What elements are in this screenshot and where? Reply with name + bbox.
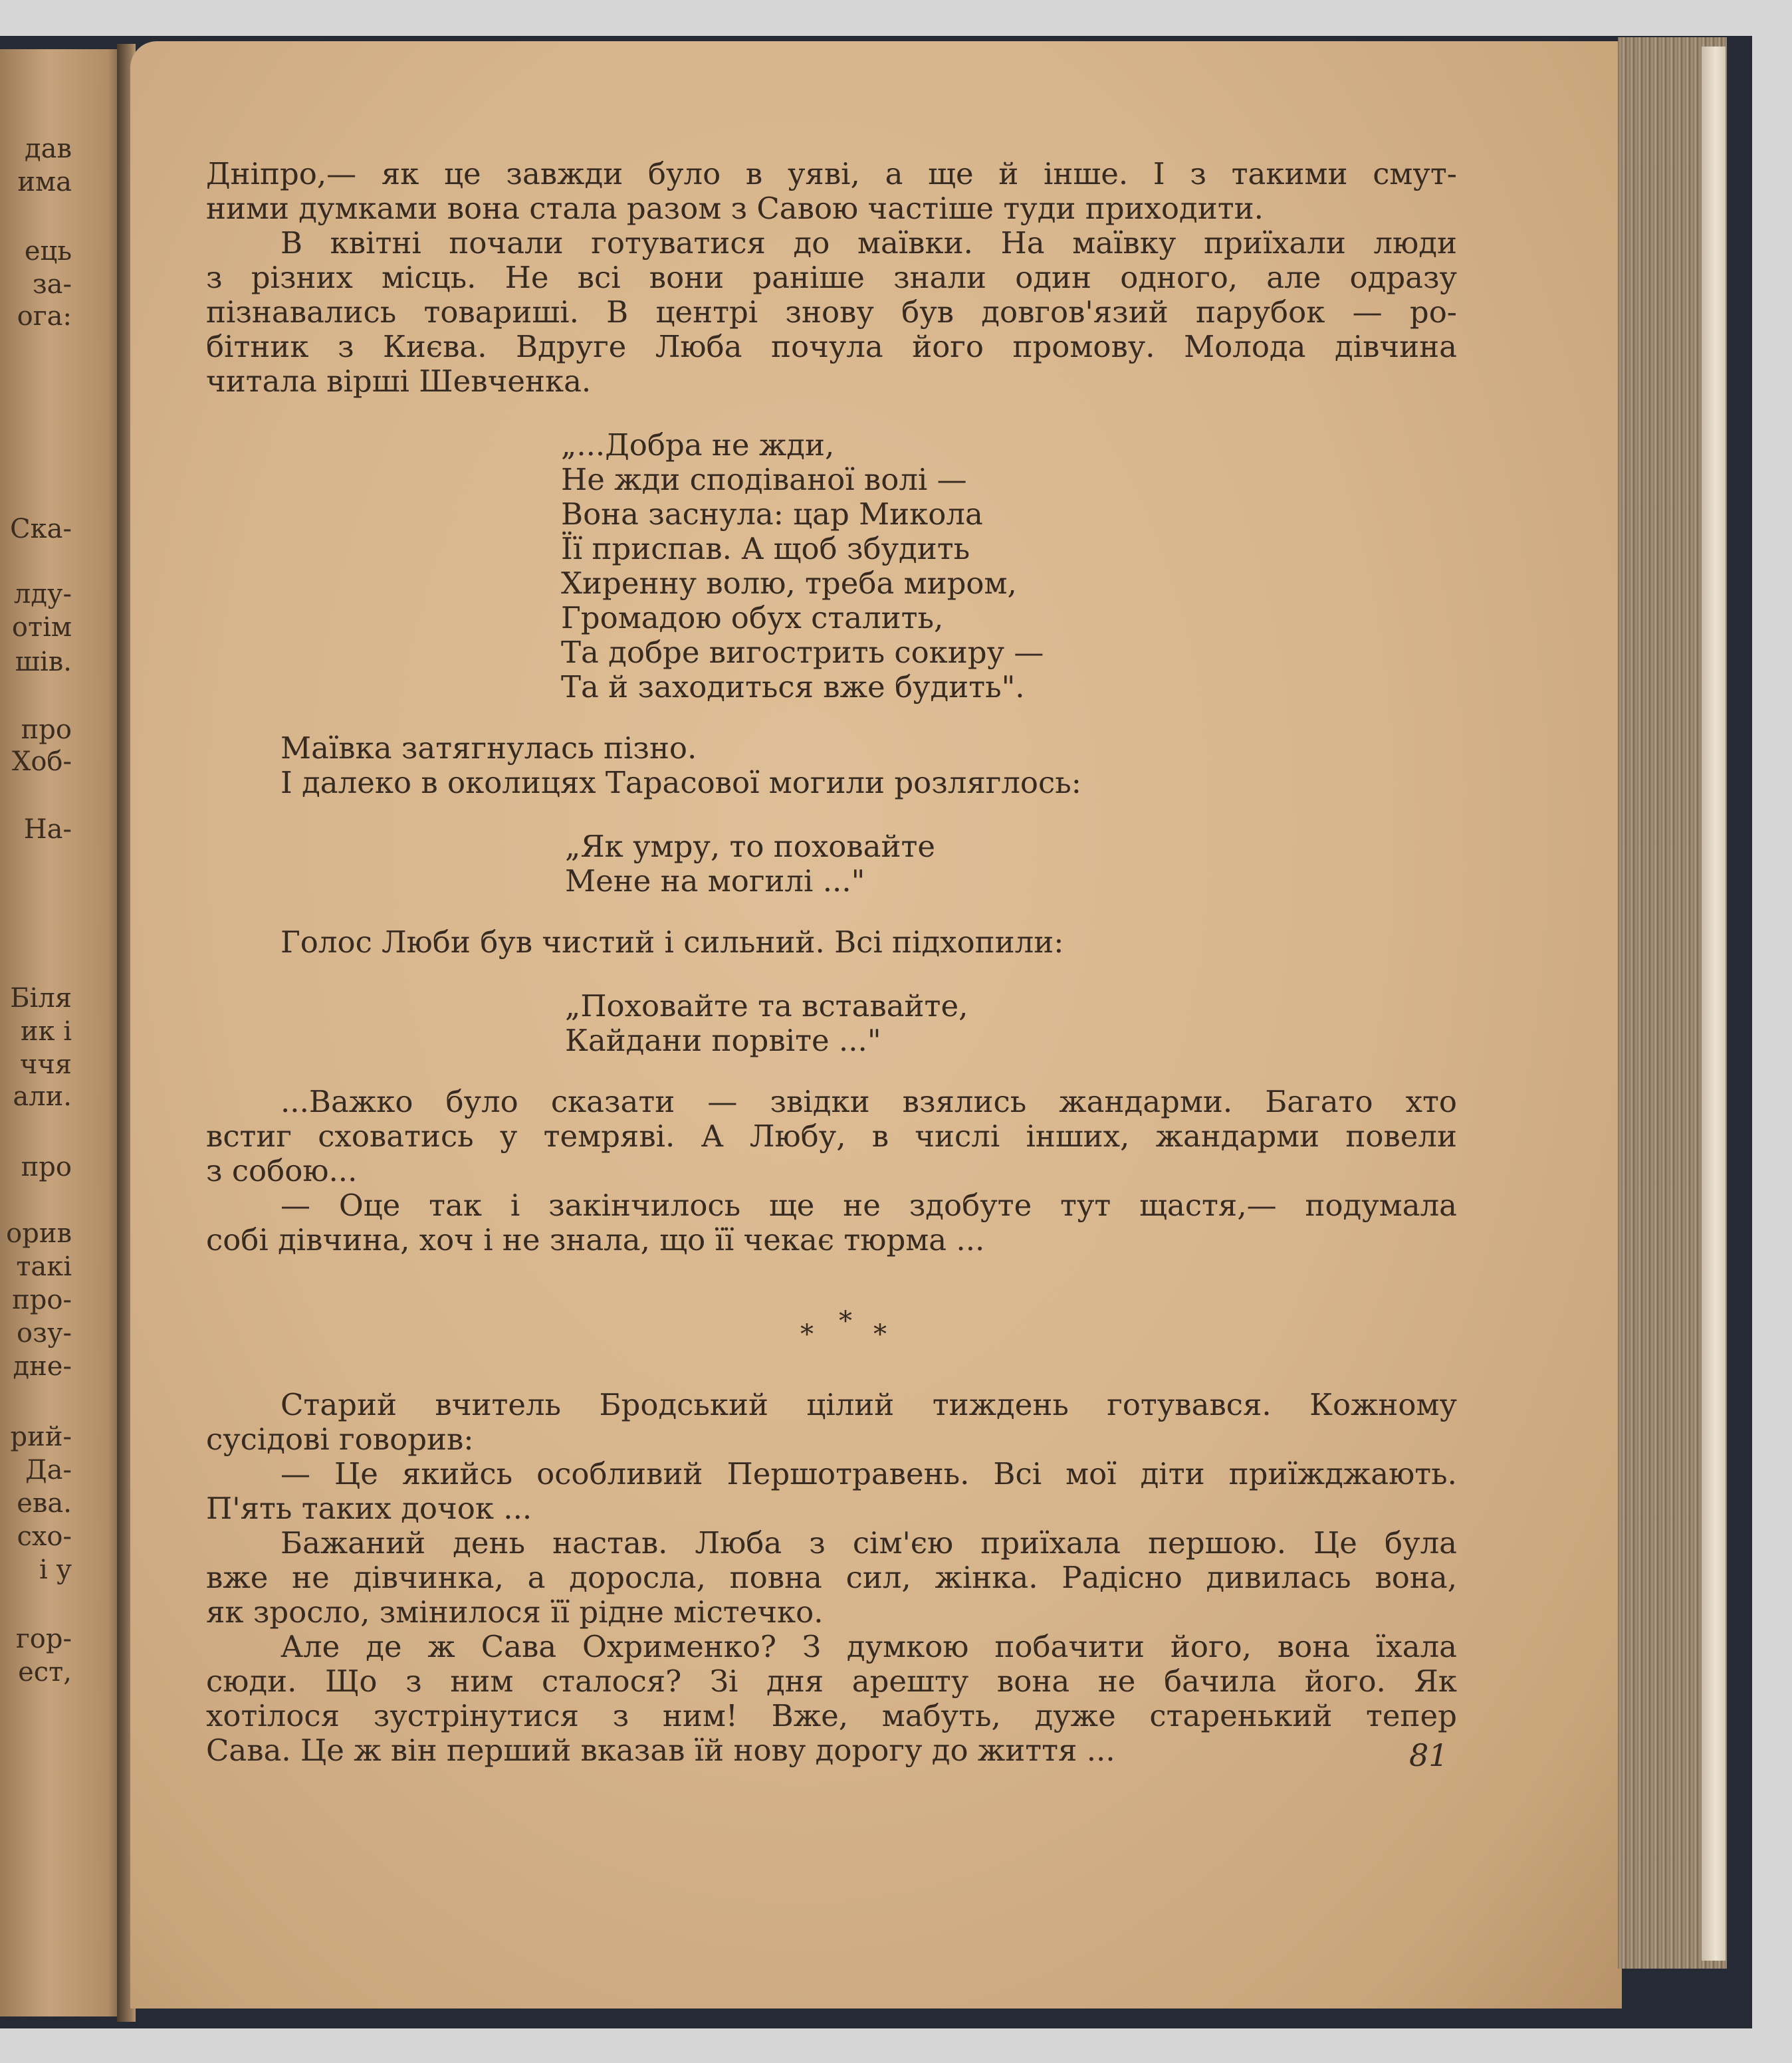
poem-line: Її приспав. А щоб збудить — [561, 531, 970, 566]
text-line: бітник з Києва. Вдруге Люба почула його промову. Молода дівчина — [206, 329, 1457, 364]
left-page-fragment: озу- — [17, 1318, 72, 1349]
text-line: читала вірші Шевченка. — [206, 364, 592, 399]
left-page-fragment: рий- — [10, 1422, 72, 1452]
left-page-fragment: про — [21, 714, 72, 745]
text-line: ...Важко було сказати — звідки взялись жандарми. Багато хто — [280, 1084, 1457, 1119]
left-page-fragment: шів. — [15, 647, 72, 677]
left-page-fragment: ець — [24, 236, 72, 267]
left-page-fragment: і у — [39, 1555, 72, 1585]
text-line: Дніпро,— як це завжди було в уяві, а ще й інше. І з такими смут- — [206, 156, 1457, 191]
poem-line: „Як умру, то поховайте — [565, 829, 935, 864]
paragraphs-top — [206, 157, 1457, 399]
left-page-fragment: схо- — [17, 1521, 72, 1552]
section-asterism — [206, 1284, 1457, 1362]
text-line: пізнавались товариші. В центрі знову був довгов'язий парубок — ро- — [206, 294, 1457, 330]
text-line: собі дівчина, хоч і не знала, що її чекає тюрма ... — [206, 1222, 985, 1257]
left-page-fragment: про- — [12, 1285, 72, 1315]
page-edge-highlight — [1702, 47, 1726, 1961]
text-lines-1 — [206, 731, 1457, 800]
left-page-fragment: лду- — [13, 579, 72, 609]
asterisk: * — [839, 1306, 852, 1337]
left-page-fragment: ест, — [18, 1657, 72, 1687]
poem-line: Вона заснула: цар Микола — [561, 496, 983, 532]
left-page-fragment: ога: — [17, 301, 72, 332]
text-line: з різних місць. Не всі вони раніше знали один одного, але одразу — [206, 260, 1457, 295]
left-page-fragment: дне- — [13, 1351, 72, 1382]
poem-line: Та й заходиться вже будить". — [561, 669, 1025, 705]
left-page-fragment: дав — [25, 134, 72, 164]
poem-1 — [561, 428, 1457, 705]
left-page-fragment: ева. — [17, 1488, 72, 1519]
left-page-fragment: ик і — [20, 1016, 72, 1047]
poem-2 — [565, 829, 1457, 899]
text-line: Але де ж Сава Охрименко? З думкою побачити його, вона їхала — [280, 1629, 1457, 1664]
poem-line: Та добре вигострить сокиру — — [561, 635, 1044, 670]
left-page-fragment: отім — [11, 612, 72, 643]
left-page-fragment: орив — [6, 1218, 72, 1249]
text-line: Старий вчитель Бродський цілий тиждень готувався. Кожному — [280, 1387, 1457, 1422]
text-line: з собою... — [206, 1153, 358, 1188]
left-page-fragment: про — [21, 1152, 72, 1182]
text-line: П'ять таких дочок ... — [206, 1491, 532, 1526]
left-page-edge — [0, 49, 122, 2016]
poem-line: Мене на могилі ..." — [565, 863, 865, 899]
text-line: Бажаний день настав. Люба з сім'єю приїхала першою. Це була — [280, 1525, 1457, 1561]
left-page-fragment: На- — [23, 814, 72, 845]
text-line: Сава. Це ж він перший вказав їй нову дорогу до життя ... — [206, 1733, 1115, 1768]
poem-line: Громадою обух сталить, — [561, 600, 944, 635]
text-line: — Це якийсь особливий Першотравень. Всі мої діти приїжджають. — [280, 1456, 1457, 1491]
left-page-fragment: ччя — [19, 1049, 72, 1080]
text-line: ними думками вона стала разом з Савою частіше туди приходити. — [206, 191, 1264, 226]
text-lines-2 — [206, 925, 1457, 960]
paragraphs-mid — [206, 1085, 1457, 1257]
left-page-fragment: Да- — [25, 1455, 72, 1485]
text-line: Голос Люби був чистий і сильний. Всі підхопили: — [280, 924, 1064, 960]
poem-line: „Поховайте та вставайте, — [565, 988, 968, 1024]
left-page-fragment: али. — [13, 1081, 72, 1112]
text-line: встиг сховатись у темряві. А Любу, в числі інших, жандарми повели — [206, 1119, 1457, 1154]
text-line: як зросло, змінилося її рідне містечко. — [206, 1594, 824, 1630]
poem-3 — [565, 989, 1457, 1058]
poem-line: Кайдани порвіте ..." — [565, 1023, 881, 1058]
left-page-fragment: Біля — [10, 983, 72, 1014]
text-line: хотілося зустрінутися з ним! Вже, мабуть, дуже старенький тепер — [206, 1698, 1457, 1733]
left-page-fragment: има — [17, 167, 72, 197]
poem-line: Не жди сподіваної волі — — [561, 462, 967, 497]
left-page-fragment: Ска- — [10, 514, 72, 544]
page-number: 81 — [1409, 1737, 1448, 1773]
paragraphs-bottom — [206, 1388, 1457, 1768]
text-line: Маївка затягнулась пізно. — [280, 730, 697, 766]
left-page-fragment: гор- — [15, 1624, 72, 1654]
left-page-fragment: такі — [16, 1251, 72, 1282]
page-text — [206, 157, 1457, 1768]
asterisk: * — [873, 1319, 887, 1350]
left-page-fragment: за- — [32, 269, 72, 300]
poem-line: „...Добра не жди, — [561, 427, 835, 463]
text-line: І далеко в околицях Тарасової могили розляглось: — [280, 765, 1081, 800]
asterisk: * — [800, 1319, 814, 1350]
text-line: В квітні почали готуватися до маївки. На маївку приїхали люди — [280, 225, 1457, 261]
text-line: сюди. Що з ним сталося? Зі дня арешту вона не бачила його. Як — [206, 1664, 1457, 1699]
poem-line: Хиренну волю, треба миром, — [561, 566, 1017, 601]
text-line: вже не дівчинка, а доросла, повна сил, жінка. Радісно дивилась вона, — [206, 1560, 1457, 1595]
text-line: — Оце так і закінчилось ще не здобуте тут щастя,— подумала — [280, 1188, 1457, 1223]
left-page-fragment: Хоб- — [11, 746, 72, 777]
text-line: сусідові говорив: — [206, 1422, 474, 1457]
